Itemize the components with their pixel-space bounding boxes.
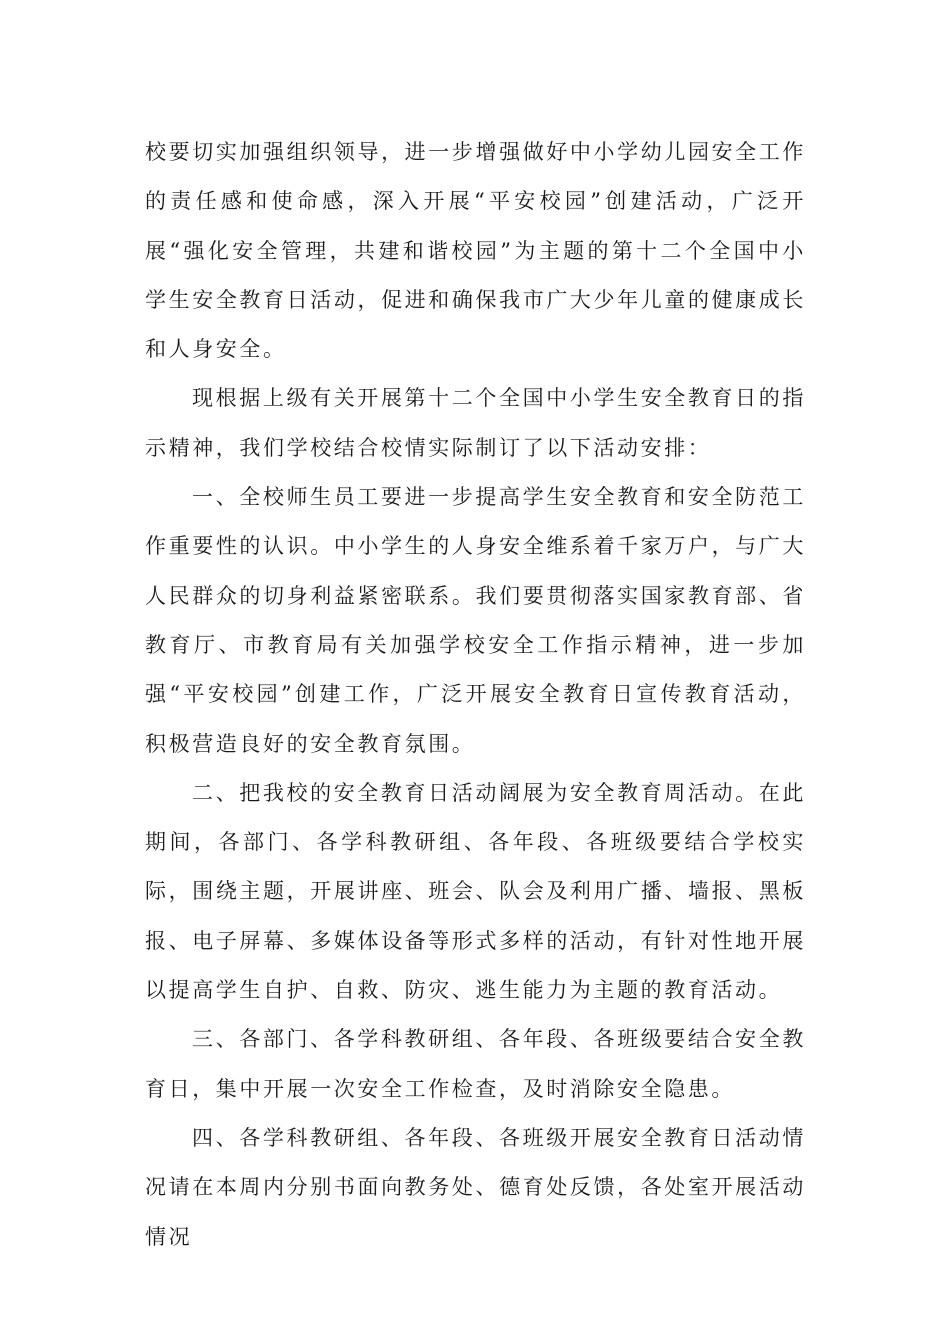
document-body <box>145 128 806 1262</box>
paragraph: 一、全校师生员工要进一步提高学生安全教育和安全防范工作重要性的认识。中小学生的人身安全维系着千家万户，与广大人民群众的切身利益紧密联系。我们要贯彻落实国家教育部、省教育厅、市教育局有关加强学校安全工作指示精神，进一步加强“平安校园”创建工作，广泛开展安全教育日宣传教育活动，积极营造良好的安全教育氛围。 <box>145 485 806 756</box>
paragraph: 现根据上级有关开展第十二个全国中小学生安全教育日的指示精神，我们学校结合校情实际制订了以下活动安排： <box>145 386 806 460</box>
paragraph: 四、各学科教研组、各年段、各班级开展安全教育日活动情况请在本周内分别书面向教务处、德育处反馈，各处室开展活动情况 <box>145 1125 806 1249</box>
paragraph: 校要切实加强组织领导，进一步增强做好中小学幼儿园安全工作的责任感和使命感，深入开展“平安校园”创建活动，广泛开展“强化安全管理，共建和谐校园”为主题的第十二个全国中小学生安全教育日活动，促进和确保我市广大少年儿童的健康成长和人身安全。 <box>145 140 806 362</box>
paragraph: 二、把我校的安全教育日活动阔展为安全教育周活动。在此期间，各部门、各学科教研组、各年段、各班级要结合学校实际，围绕主题，开展讲座、班会、队会及利用广播、墙报、黑板报、电子屏幕、多媒体设备等形式多样的活动，有针对性地开展以提高学生自护、自救、防灾、逃生能力为主题的教育活动。 <box>145 780 806 1003</box>
paragraph: 三、各部门、各学科教研组、各年段、各班级要结合安全教育日，集中开展一次安全工作检查，及时消除安全隐患。 <box>145 1027 806 1101</box>
